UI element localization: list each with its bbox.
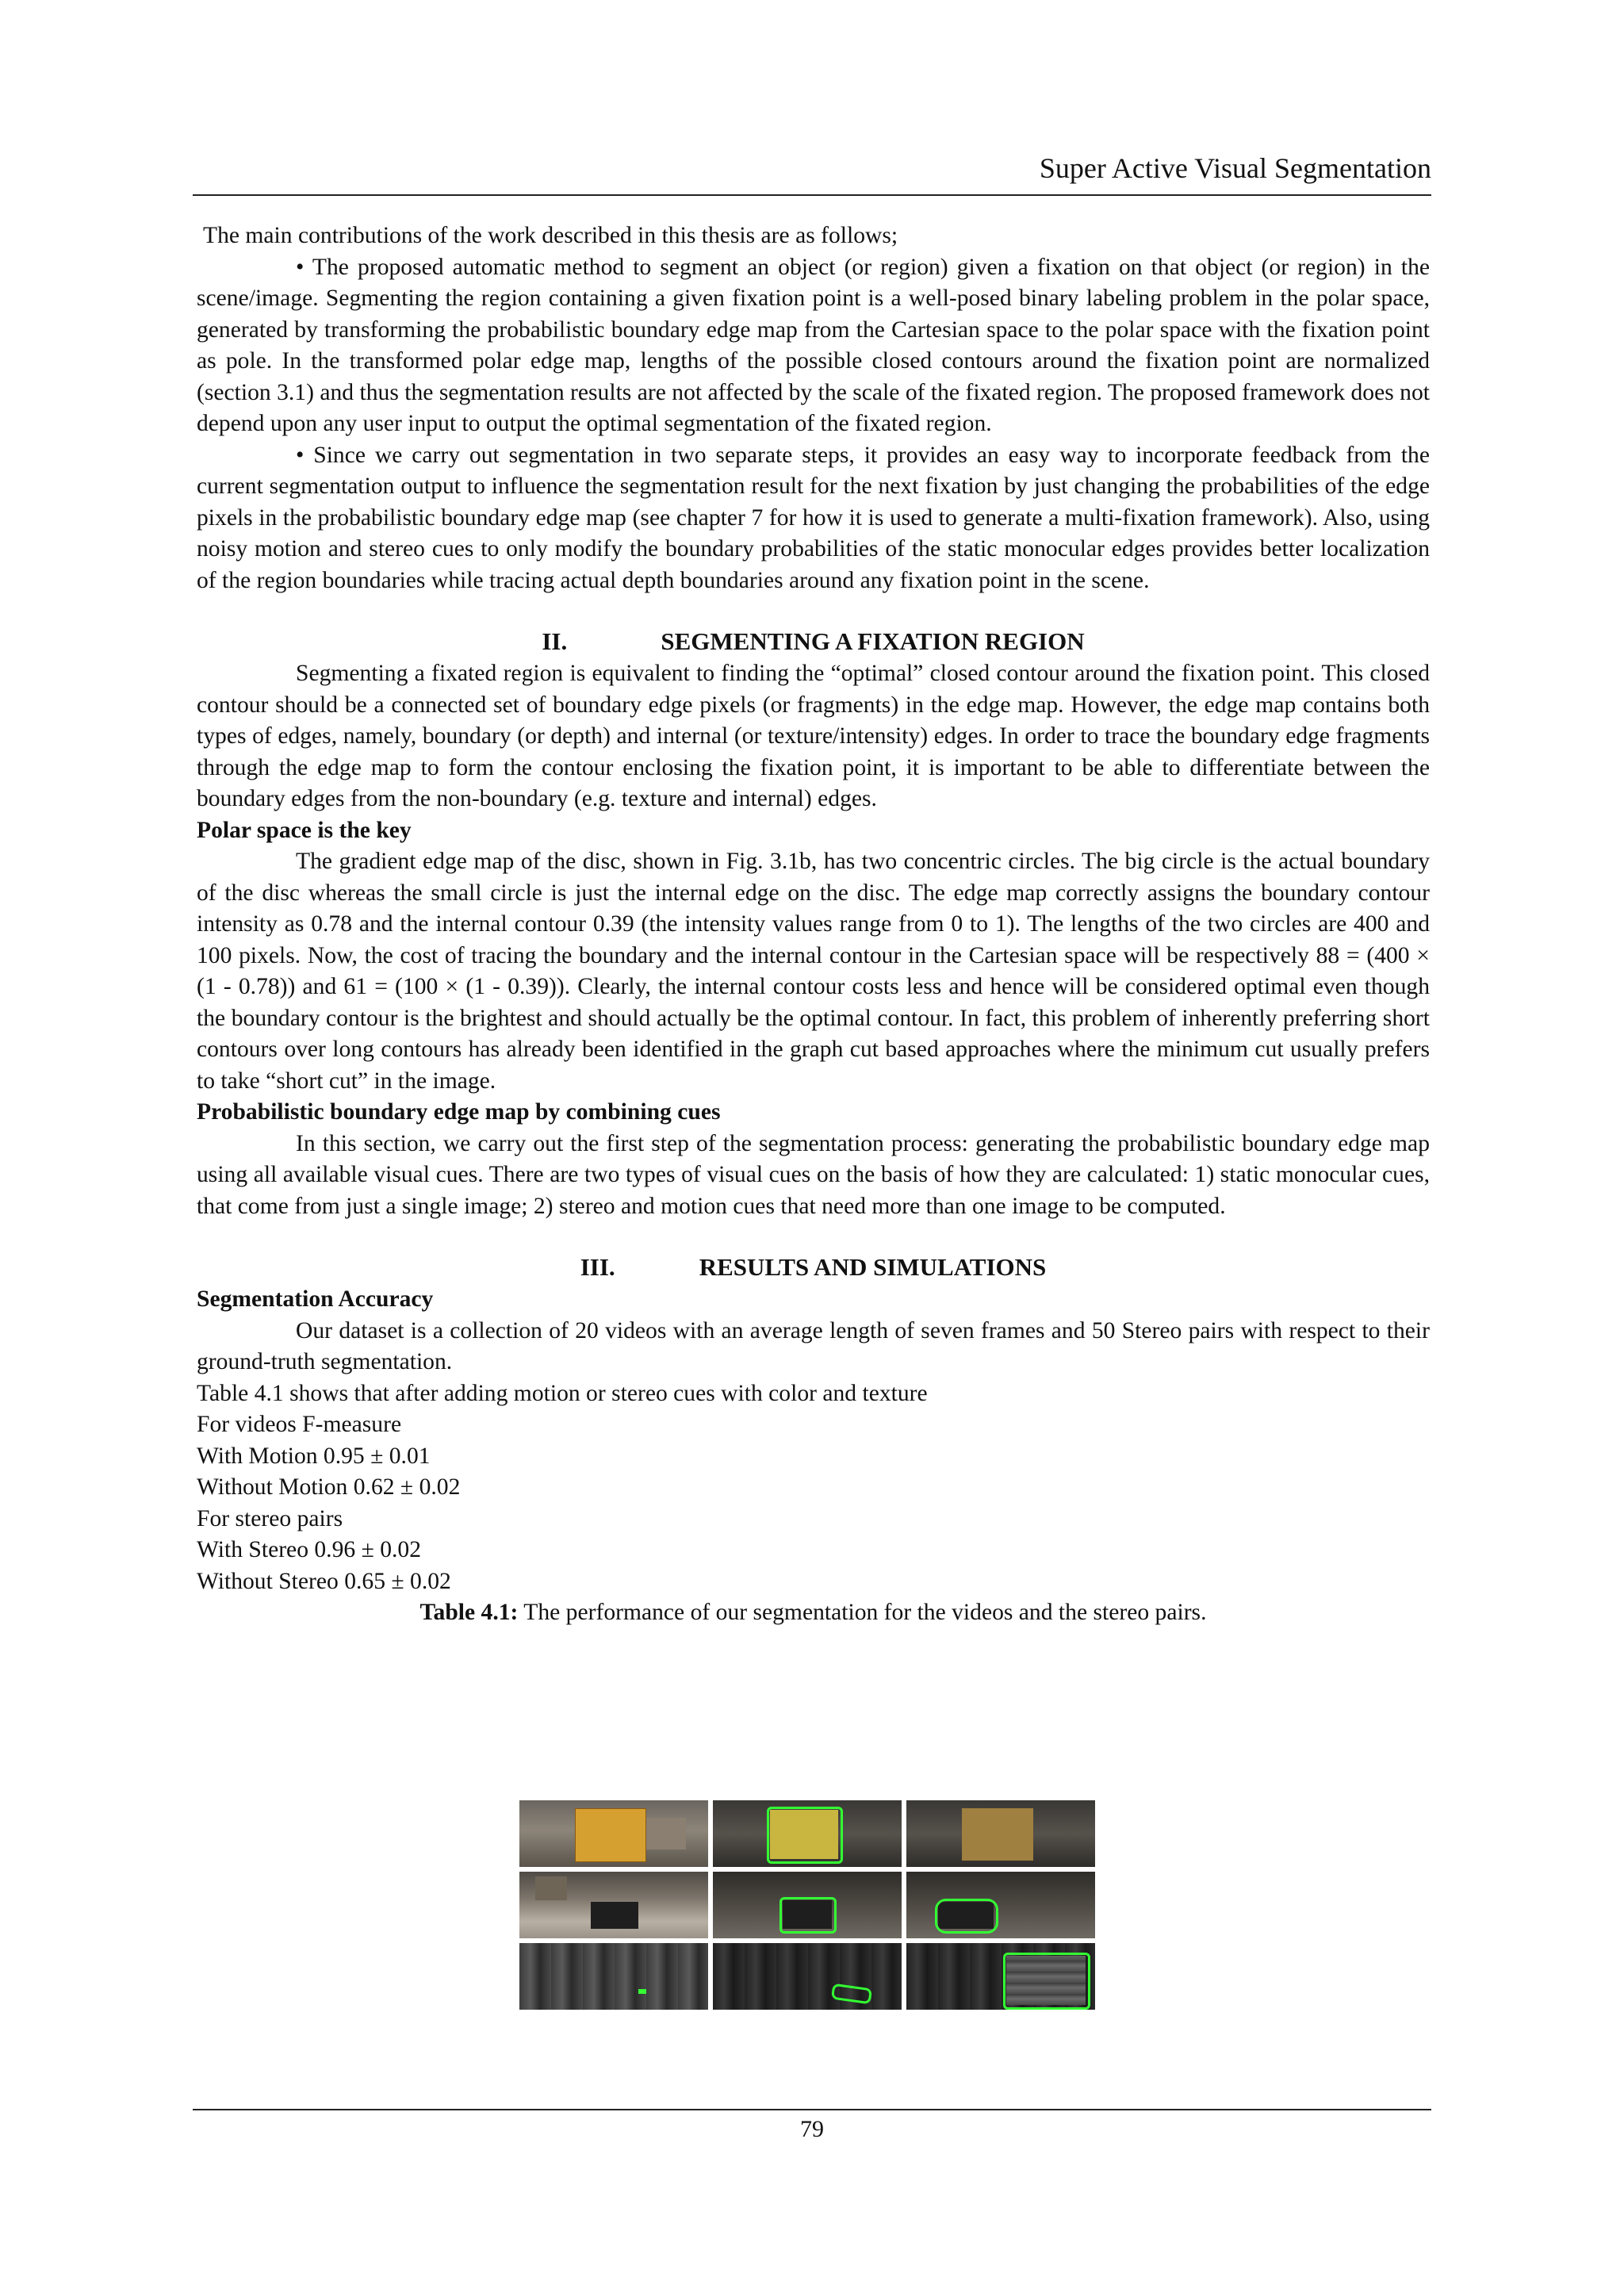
result-line: Table 4.1 shows that after adding motion or stereo cues with color and texture — [197, 1380, 928, 1406]
photo-object — [646, 1818, 686, 1849]
intro-lead: The main contributions of the work described in this thesis are as follows; — [203, 223, 898, 248]
segmentation-contour — [779, 1897, 837, 1934]
segmentation-contour — [935, 1899, 998, 1934]
spacer — [197, 1222, 1430, 1251]
result-line: With Motion 0.95 ± 0.01 — [197, 1443, 431, 1469]
result-line: For videos F-measure — [197, 1412, 402, 1437]
section-title: SEGMENTING A FIXATION REGION — [661, 627, 1085, 655]
section-heading-3 — [197, 1251, 1430, 1284]
subheading: Polar space is the key — [197, 817, 412, 843]
figure-photo-office-motion-seg — [713, 1800, 902, 1867]
segmentation-contour — [767, 1807, 843, 1864]
segmentation-contour — [831, 1984, 872, 2005]
result-line: Without Motion 0.62 ± 0.02 — [197, 1474, 461, 1500]
running-head: Super Active Visual Segmentation — [1039, 152, 1431, 184]
table-caption — [197, 1597, 1430, 1629]
figure-photo-office-original — [519, 1800, 708, 1867]
subheading: Segmentation Accuracy — [197, 1286, 434, 1312]
photo-object — [575, 1808, 646, 1862]
fixation-marker — [638, 1989, 646, 1994]
photo-object — [535, 1876, 567, 1900]
section-heading-2 — [197, 625, 1430, 658]
header-rule — [193, 194, 1431, 196]
section-number: II. — [542, 627, 568, 655]
figure-photo-boxes-stereo-seg — [906, 1943, 1095, 2010]
paragraph: Our dataset is a collection of 20 videos with an average length of seven frames and 50 Stereo pairs with respect to their ground-truth segmentation. — [197, 1317, 1430, 1374]
subheading: Probabilistic boundary edge map by combining cues — [197, 1099, 721, 1125]
result-line: With Stereo 0.96 ± 0.02 — [197, 1537, 422, 1562]
segmentation-results-figure — [519, 1800, 1095, 2010]
photo-object — [591, 1902, 638, 1929]
figure-photo-desk-motion-seg — [713, 1872, 902, 1938]
section-title: RESULTS AND SIMULATIONS — [699, 1253, 1047, 1281]
section-number: III. — [580, 1253, 615, 1281]
body-text — [197, 220, 1430, 1629]
figure-photo-desk-stereo-seg — [906, 1872, 1095, 1938]
result-line: For stereo pairs — [197, 1505, 343, 1531]
photo-object — [962, 1808, 1033, 1861]
figure-photo-office-stereo-seg — [906, 1800, 1095, 1867]
paragraph: In this section, we carry out the first step of the segmentation process: generating the probabilistic boundary edge map using all available visual cues. There are two types of visual cues on the basis of how they are calculated: 1) static monocular cues, that come from just a single image; 2) stereo and motion cues that need more than one image to be computed. — [197, 1130, 1430, 1219]
intro-bullet-2: • Since we carry out segmentation in two separate steps, it provides an easy way to incorporate feedback from the current segmentation output to influence the segmentation result for the next fixation by just changing the probabilities of the edge pixels in the probabilistic boundary edge map (see chapter 7 for how it is used to generate a multi-fixation framework). Also, using noisy motion and stereo cues to only modify the boundary probabilities of the static monocular edges provides better localization of the region boundaries while tracing actual depth boundaries around any fixation point in the scene. — [197, 442, 1430, 593]
paragraph: The gradient edge map of the disc, shown in Fig. 3.1b, has two concentric circles. The big circle is the actual boundary of the disc whereas the small circle is just the internal edge on the disc. The edge map correctly assigns the boundary contour intensity as 0.78 and the internal contour 0.39 (the intensity values range from 0 to 1). The lengths of the two circles are 400 and 100 pixels. Now, the cost of tracing the boundary and the internal contour in the Cartesian space will be respectively 88 = (400 × (1 - 0.78)) and 61 = (100 × (1 - 0.39)). Clearly, the internal contour costs less and hence will be considered optimal even though the boundary contour is the brightest and should actually be the optimal contour. In fact, this problem of inherently preferring short contours over long contours has already been identified in the graph cut based approaches where the minimum cut usually prefers to take “short cut” in the image. — [197, 849, 1430, 1094]
caption-label: Table 4.1: — [419, 1600, 519, 1625]
intro-bullet-1: • The proposed automatic method to segment an object (or region) given a fixation on that object (or region) in the scene/image. Segmenting the region containing a given fixation point is a well-posed binary labeling problem in the polar space, generated by transforming the probabilistic boundary edge map from the Cartesian space to the polar space with the fixation point as pole. In the transformed polar edge map, lengths of the possible closed contours around the fixation point are normalized (section 3.1) and thus the segmentation results are not affected by the scale of the fixated region. The proposed framework does not depend upon any user input to output the optimal segmentation of the fixated region. — [197, 254, 1430, 436]
figure-photo-boxes-motion-seg — [713, 1943, 902, 2010]
caption-text: The performance of our segmentation for the videos and the stereo pairs. — [518, 1600, 1207, 1625]
footer-rule — [193, 2109, 1431, 2110]
spacer — [197, 596, 1430, 625]
result-line: Without Stereo 0.65 ± 0.02 — [197, 1568, 451, 1594]
segmentation-contour — [1003, 1953, 1090, 2010]
paragraph: Segmenting a fixated region is equivalent to finding the “optimal” closed contour around the fixation point. This closed contour should be a connected set of boundary edge pixels (or fragments) in the edge map. However, the edge map contains both types of edges, namely, boundary (or depth) and internal (or texture/intensity) edges. In order to trace the boundary edge fragments through the edge map to form the contour enclosing the fixation point, it is important to be able to differentiate between the boundary edges from the non-boundary (e.g. texture and internal) edges. — [197, 661, 1430, 811]
figure-photo-boxes-original — [519, 1943, 708, 2010]
figure-photo-desk-original — [519, 1872, 708, 1938]
page-number: 79 — [800, 2116, 824, 2142]
